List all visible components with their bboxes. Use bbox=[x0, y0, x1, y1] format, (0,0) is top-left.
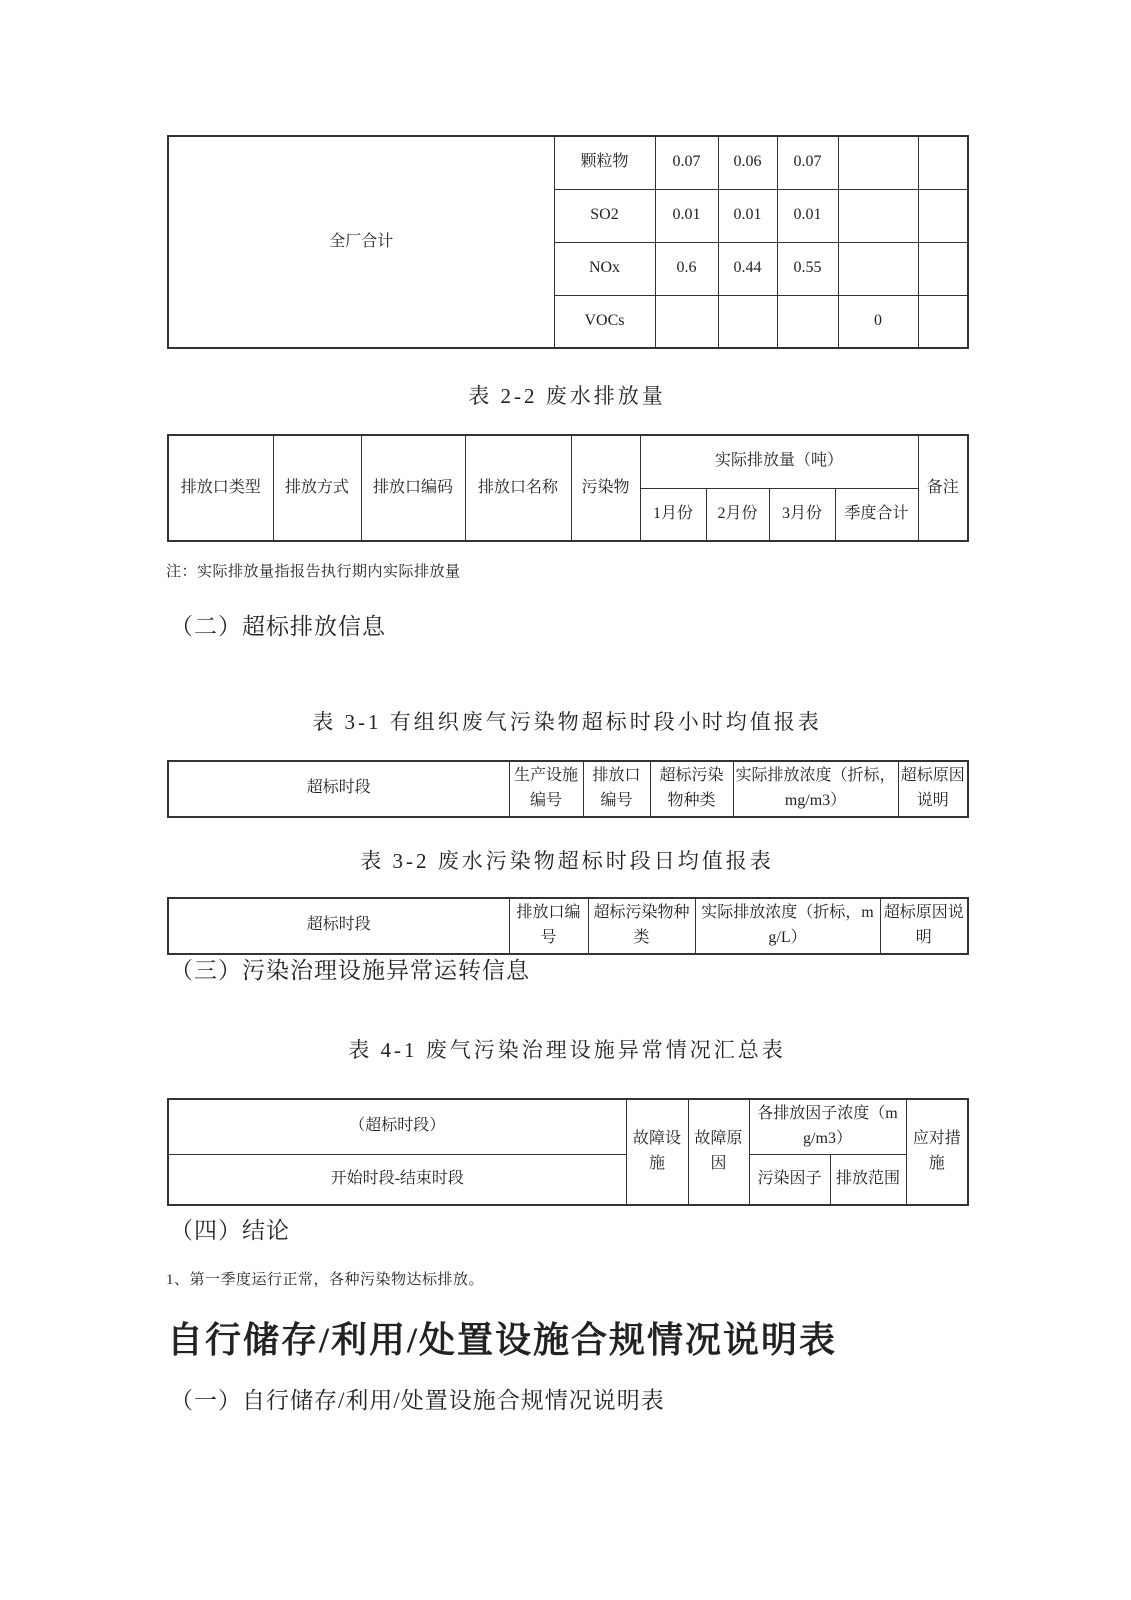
table-header-row bbox=[168, 1154, 968, 1205]
header-exceed-period: 超标时段 bbox=[168, 898, 509, 954]
value-cell bbox=[838, 136, 918, 189]
table-row bbox=[168, 136, 968, 189]
value-cell: 0.55 bbox=[777, 242, 838, 295]
header-remark: 备注 bbox=[918, 435, 968, 541]
section-heading-4: （四）结论 bbox=[170, 1218, 290, 1243]
header-outlet-no: 排放口编号 bbox=[509, 898, 588, 954]
header-reason: 超标原因说明 bbox=[880, 898, 968, 954]
pollutant-cell: SO2 bbox=[554, 189, 655, 242]
remark-cell bbox=[918, 189, 968, 242]
header-exceed-period: 超标时段 bbox=[168, 761, 509, 817]
header-reason: 超标原因说明 bbox=[898, 761, 968, 817]
pollutant-cell: VOCs bbox=[554, 295, 655, 348]
table-2-2-title: 表 2-2 废水排放量 bbox=[468, 384, 666, 408]
value-cell: 0.06 bbox=[718, 136, 777, 189]
header-concentration: 实际排放浓度（折标，mg/L） bbox=[695, 898, 880, 954]
header-facility-no: 生产设施编号 bbox=[509, 761, 583, 817]
header-fault-cause: 故障原因 bbox=[688, 1099, 749, 1205]
wastewater-discharge-table bbox=[167, 434, 969, 542]
plant-total-table bbox=[167, 135, 969, 349]
conclusion-text: 1、第一季度运行正常，各种污染物达标排放。 bbox=[166, 1272, 485, 1288]
value-cell: 0.01 bbox=[655, 189, 718, 242]
value-cell bbox=[655, 295, 718, 348]
header-pollutant-type: 超标污染物种类 bbox=[650, 761, 733, 817]
pollutant-cell: 颗粒物 bbox=[554, 136, 655, 189]
value-cell: 0.01 bbox=[718, 189, 777, 242]
value-cell: 0.07 bbox=[777, 136, 838, 189]
header-mar: 3月份 bbox=[769, 488, 835, 541]
plant-total-label: 全厂合计 bbox=[168, 136, 554, 348]
header-faulty-facility: 故障设施 bbox=[626, 1099, 688, 1205]
table-header-row bbox=[168, 435, 968, 488]
remark-cell bbox=[918, 136, 968, 189]
table-header-row bbox=[168, 898, 968, 954]
value-cell: 0.6 bbox=[655, 242, 718, 295]
value-cell bbox=[718, 295, 777, 348]
value-cell: 0.44 bbox=[718, 242, 777, 295]
header-outlet-code: 排放口编码 bbox=[361, 435, 465, 541]
header-actual-amount: 实际排放量（吨） bbox=[640, 435, 918, 488]
header-pollutant: 污染物 bbox=[571, 435, 640, 541]
header-feb: 2月份 bbox=[706, 488, 769, 541]
header-pollutant-type: 超标污染物种类 bbox=[588, 898, 695, 954]
table-3-1-title: 表 3-1 有组织废气污染物超标时段小时均值报表 bbox=[312, 710, 822, 734]
value-cell bbox=[838, 189, 918, 242]
table-2-2-note: 注：实际排放量指报告执行期内实际排放量 bbox=[166, 564, 461, 580]
remark-cell bbox=[918, 295, 968, 348]
table-3-2-title: 表 3-2 废水污染物超标时段日均值报表 bbox=[360, 849, 774, 873]
value-cell bbox=[777, 295, 838, 348]
value-cell: 0 bbox=[838, 295, 918, 348]
table-header-row bbox=[168, 1099, 968, 1154]
treatment-facility-abnormal-table bbox=[167, 1098, 969, 1206]
header-discharge-range: 排放范围 bbox=[830, 1154, 906, 1205]
header-pollution-factor: 污染因子 bbox=[749, 1154, 830, 1205]
chapter-title: 自行储存/利用/处置设施合规情况说明表 bbox=[167, 1320, 838, 1360]
pollutant-cell: NOx bbox=[554, 242, 655, 295]
water-exceedance-daily-table bbox=[167, 897, 969, 955]
header-outlet-type: 排放口类型 bbox=[168, 435, 273, 541]
value-cell: 0.01 bbox=[777, 189, 838, 242]
section-heading-1b: （一）自行储存/利用/处置设施合规情况说明表 bbox=[170, 1388, 665, 1413]
header-concentration: 实际排放浓度（折标，mg/m3） bbox=[733, 761, 898, 817]
header-countermeasure: 应对措施 bbox=[906, 1099, 968, 1205]
header-discharge-mode: 排放方式 bbox=[273, 435, 361, 541]
header-jan: 1月份 bbox=[640, 488, 706, 541]
section-heading-2: （二）超标排放信息 bbox=[170, 614, 386, 639]
table-header-row bbox=[168, 761, 968, 817]
header-factor-concentration: 各排放因子浓度（mg/m3） bbox=[749, 1099, 906, 1154]
header-outlet-no: 排放口编号 bbox=[583, 761, 650, 817]
section-heading-3: （三）污染治理设施异常运转信息 bbox=[170, 958, 530, 983]
header-period-bottom: 开始时段-结束时段 bbox=[168, 1154, 626, 1205]
header-period-top: （超标时段） bbox=[168, 1099, 626, 1154]
table-4-1-title: 表 4-1 废气污染治理设施异常情况汇总表 bbox=[348, 1038, 786, 1062]
header-quarter-total: 季度合计 bbox=[835, 488, 918, 541]
header-outlet-name: 排放口名称 bbox=[465, 435, 571, 541]
gas-exceedance-hourly-table bbox=[167, 760, 969, 818]
remark-cell bbox=[918, 242, 968, 295]
value-cell bbox=[838, 242, 918, 295]
value-cell: 0.07 bbox=[655, 136, 718, 189]
